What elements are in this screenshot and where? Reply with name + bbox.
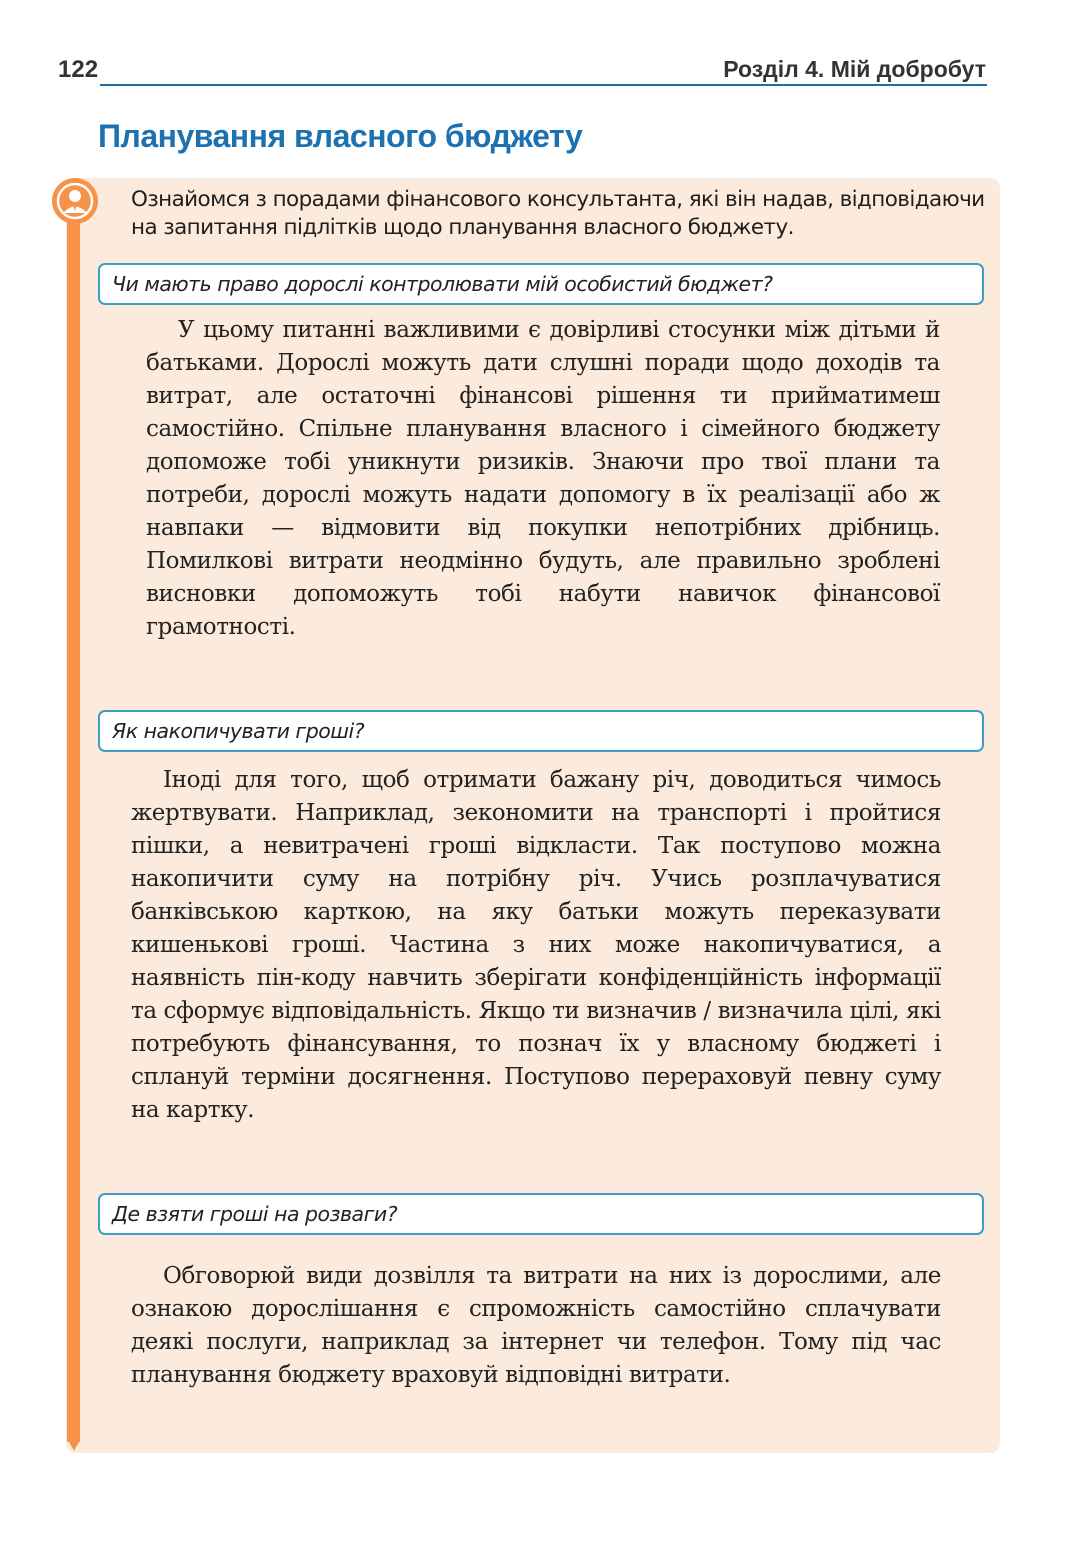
question-box-2: Як накопичувати гроші?	[98, 710, 984, 752]
accent-bar	[67, 212, 80, 1442]
chapter-title: Розділ 4. Мій добробут	[723, 56, 986, 82]
answer-text-1: У цьому питанні важливими є довірливі стосунки між дітьми й батьками. Дорослі можуть дати слушні поради щодо доходів та витрат, але остаточні фінансові рішення ти прийматимеш самостійно. Спільне планування власного і сімейного бюджету допоможе тобі уникнути ризиків. Знаючи про твої плани та потреби, дорослі можуть надати допомогу в їх реалізації або ж навпаки — відмовити від покупки непотрібних дрібниць. Помилкові витрати неодмінно будуть, але правильно зроблені висновки допоможуть тобі набути навичок фінансової грамотності.	[146, 317, 940, 640]
question-box-1: Чи мають право дорослі контролювати мій особистий бюджет?	[98, 263, 984, 305]
header-rule	[100, 84, 987, 86]
answer-text-2: Іноді для того, щоб отримати бажану річ, доводиться чимось жертвувати. Наприклад, зекономити на транспорті і пройтися пішки, а невитрачені гроші відкласти. Так поступово можна накопичити суму на потрібну річ. Учись розплачуватися банківською карткою, на яку батьки можуть переказувати кишенькові гроші. Частина з них може накопичуватися, а наявність пін-коду навчить зберігати конфіденційність інформації та сформує відповідальність. Якщо ти визначив / визначила цілі, які потребують фінансування, то познач їх у власному бюджеті і сплануй терміни досягнення. Поступово перераховуй певну суму на картку.	[131, 767, 941, 1123]
page-title: Планування власного бюджету	[98, 118, 583, 154]
intro-text: Ознайомся з порадами фінансового консультанта, які він надав, відповідаючи на запитання підлітків щодо планування власного бюджету.	[131, 187, 985, 240]
down-arrow-icon	[68, 1440, 80, 1451]
consultant-icon	[52, 178, 98, 224]
page-number: 122	[58, 56, 99, 83]
answer-text-3: Обговорюй види дозвілля та витрати на них із дорослими, але ознакою дорослішання є спроможність самостійно сплачувати деякі послуги, наприклад за інтернет чи телефон. Тому під час планування бюджету враховуй відповідні витрати.	[131, 1263, 941, 1388]
question-box-3: Де взяти гроші на розваги?	[98, 1193, 984, 1235]
